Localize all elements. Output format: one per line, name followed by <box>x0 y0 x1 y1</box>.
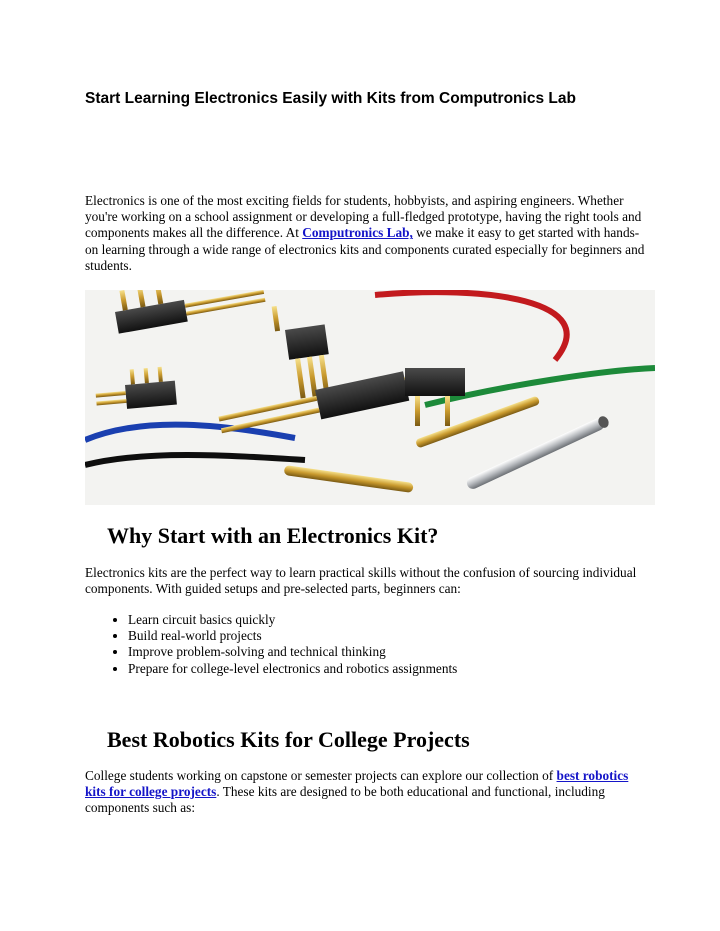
intro-text-after: we make it easy to get started with hands-on learning through a wide range of electronics kits and components curated especially for beginners and students. <box>85 225 645 273</box>
why-kit-paragraph: Electronics kits are the perfect way to learn practical skills without the confusion of sourcing individual components. With guided setups and pre-selected parts, beginners can: <box>85 565 637 597</box>
robotics-text-before: College students working on capstone or semester projects can explore our collection of <box>85 768 557 783</box>
list-item: • Prepare for college-level electronics and robotics assignments <box>128 661 457 677</box>
robotics-text-after: . These kits are designed to be both educational and functional, including components such as: <box>85 784 605 816</box>
robotics-kits-link[interactable]: best robotics kits for college projects <box>85 768 629 800</box>
connectors-photo <box>85 290 655 505</box>
list-item: • Improve problem-solving and technical thinking <box>128 644 457 660</box>
intro-paragraph <box>85 193 645 274</box>
list-item: • Build real-world projects <box>128 628 457 644</box>
section-heading-why-kit: Why Start with an Electronics Kit? <box>107 523 439 548</box>
benefits-list <box>108 612 457 677</box>
list-item: • Learn circuit basics quickly <box>128 612 457 628</box>
section-heading-robotics-kits: Best Robotics Kits for College Projects <box>107 727 470 752</box>
intro-text-before: Electronics is one of the most exciting fields for students, hobbyists, and aspiring engineers. Whether you're working on a school assignment or developing a full-fledged prototype, having the right tools and components makes all the difference. At <box>85 193 642 241</box>
document-title: Start Learning Electronics Easily with Kits from Computronics Lab <box>85 90 576 107</box>
computronics-lab-link[interactable]: Computronics Lab, <box>302 225 413 241</box>
robotics-paragraph <box>85 768 645 817</box>
